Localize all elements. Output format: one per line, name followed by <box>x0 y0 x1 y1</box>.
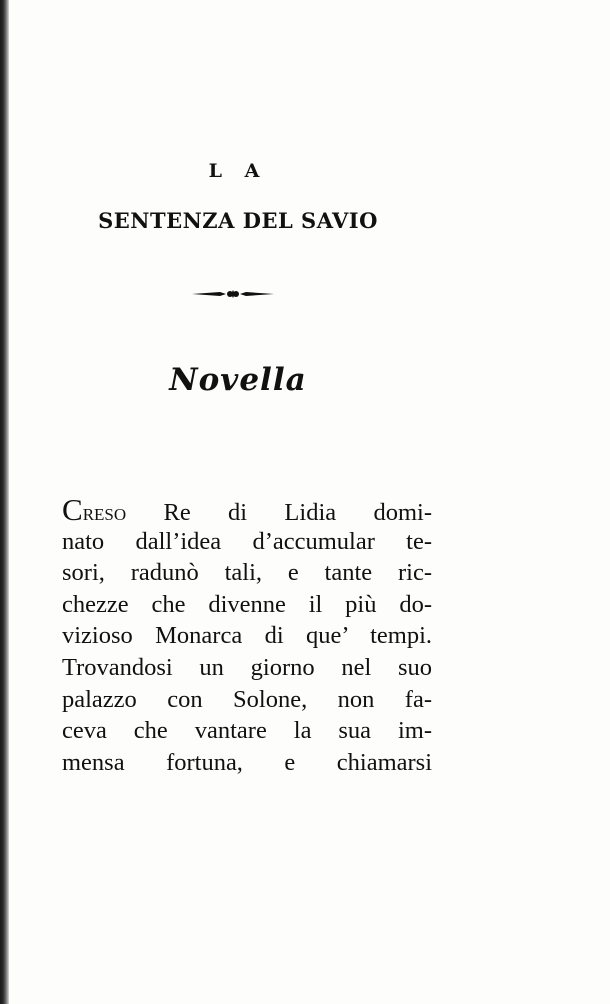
text-line: palazzo con Solone, non fa- <box>62 685 432 713</box>
text-line <box>62 494 432 526</box>
section-subtitle: Novella <box>169 362 307 398</box>
text-line: Trovandosi un giorno nel suo <box>62 653 432 681</box>
text-line: nato dall’idea d’accumular te- <box>62 527 432 555</box>
ornament-rule-icon <box>190 287 276 301</box>
first-line-rest: Re di Lidia domi- <box>126 499 432 526</box>
heading-article: L A <box>208 160 268 182</box>
text-line: chezze che divenne il più do- <box>62 590 432 618</box>
text-line: mensa fortuna, e chiamarsi <box>62 748 432 776</box>
text-line: sori, radunò tali, e tante ric- <box>62 559 432 587</box>
page-title: SENTENZA DEL SAVIO <box>98 208 378 233</box>
first-word-rest: reso <box>82 499 127 526</box>
drop-initial: C <box>62 492 83 527</box>
page-binding-edge <box>0 0 9 1004</box>
text-line: vizioso Monarca di que’ tempi. <box>62 622 432 650</box>
text-line: ceva che vantare la sua im- <box>62 717 432 745</box>
body-paragraph <box>62 494 432 778</box>
